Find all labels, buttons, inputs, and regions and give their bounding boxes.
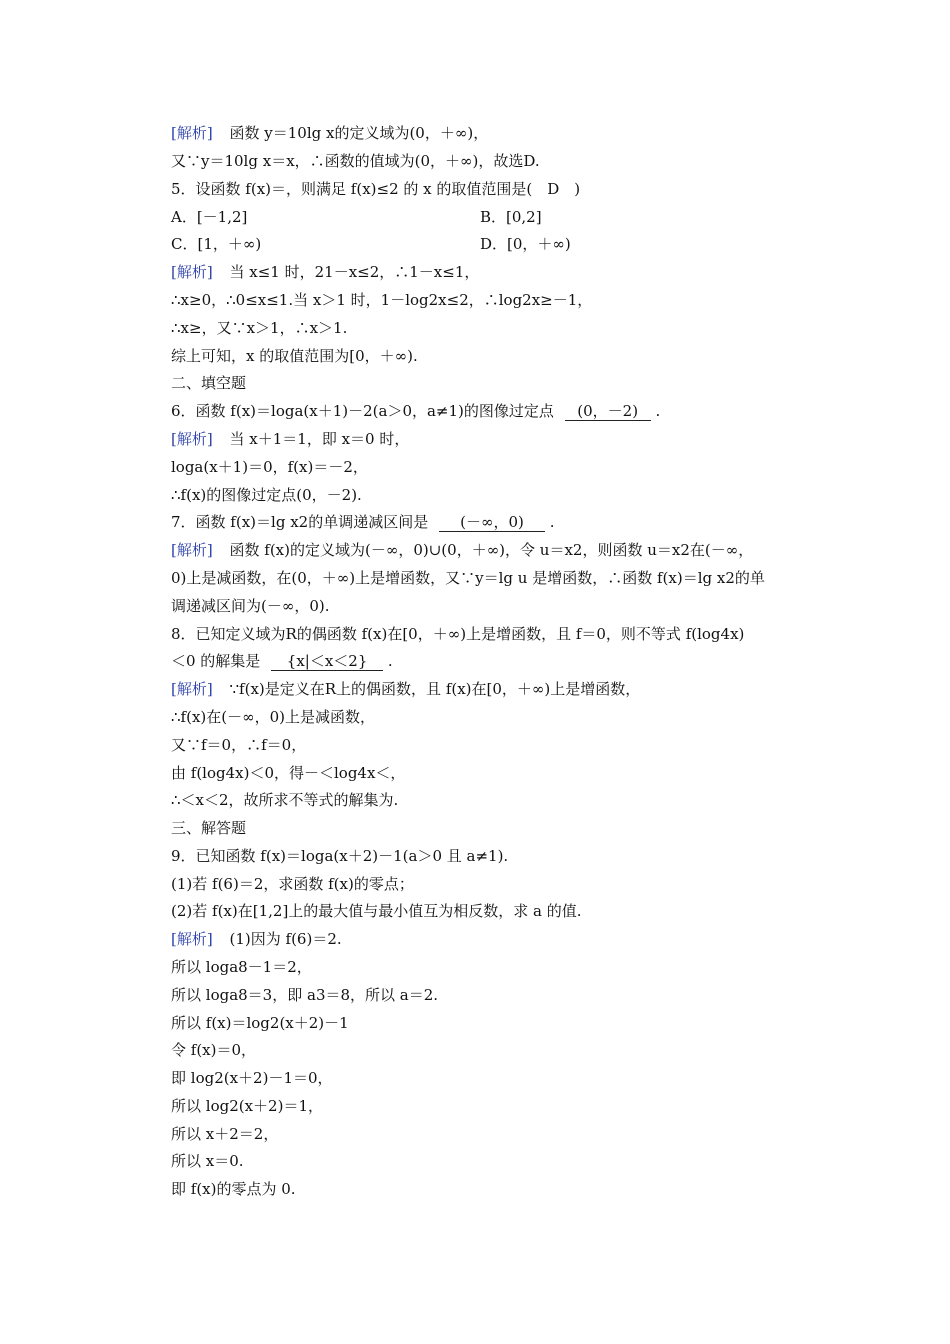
question-7 bbox=[171, 512, 555, 532]
answer-blank: (0，－2) bbox=[565, 403, 651, 421]
text-line: 所以 x＋2＝2， bbox=[171, 1125, 279, 1143]
solution-line bbox=[171, 929, 342, 949]
line-text: 函数 f(x)的定义域为(－∞，0)∪(0，＋∞)，令 u＝x2，则函数 u＝x2在(－∞， bbox=[229, 541, 754, 559]
question-text: ＜0 的解集是 bbox=[171, 652, 261, 670]
period: . bbox=[655, 402, 661, 420]
question-6 bbox=[171, 401, 660, 421]
solution-tag: [解析] bbox=[171, 930, 213, 948]
text-line: 所以 log2(x＋2)＝1， bbox=[171, 1097, 323, 1115]
text-line: 所以 f(x)＝log2(x＋2)－1 bbox=[171, 1014, 349, 1032]
answer-blank: {x|＜x＜2} bbox=[271, 653, 383, 671]
option-a: A．[－1,2] bbox=[171, 208, 248, 226]
solution-line bbox=[171, 429, 409, 449]
section-heading: 二、填空题 bbox=[171, 374, 247, 392]
question-text: 6．函数 f(x)＝loga(x＋1)－2(a＞0，a≠1)的图像过定点 bbox=[171, 402, 554, 420]
text-line: 即 f(x)的零点为 0. bbox=[171, 1180, 296, 1198]
section-heading: 三、解答题 bbox=[171, 819, 247, 837]
text-line: 又∵y＝10lg x＝x，∴函数的值域为(0，＋∞)，故选D. bbox=[171, 152, 540, 170]
line-text: 函数 y＝10lg x的定义域为(0，＋∞)， bbox=[229, 124, 489, 142]
solution-tag: [解析] bbox=[171, 680, 213, 698]
solution-line bbox=[171, 679, 640, 699]
text-line: 调递减区间为(－∞，0). bbox=[171, 597, 330, 615]
text-line: ∴＜x＜2，故所求不等式的解集为. bbox=[171, 791, 399, 809]
text-line: ∴x≥，又∵x＞1，∴x＞1. bbox=[171, 319, 348, 337]
option-c: C．[1，＋∞) bbox=[171, 235, 262, 253]
text-line: 所以 loga8＝3，即 a3＝8，所以 a＝2. bbox=[171, 986, 439, 1004]
text-line: 令 f(x)＝0， bbox=[171, 1041, 257, 1059]
text-line: 又∵f＝0，∴f＝0， bbox=[171, 736, 307, 754]
text-line: ∴f(x)在(－∞，0)上是减函数， bbox=[171, 708, 376, 726]
question-9: 9．已知函数 f(x)＝loga(x＋2)－1(a＞0 且 a≠1). bbox=[171, 847, 509, 865]
question-9-part-1: (1)若 f(6)＝2，求函数 f(x)的零点； bbox=[171, 875, 414, 893]
solution-line bbox=[171, 123, 488, 143]
solution-tag: [解析] bbox=[171, 263, 213, 281]
option-d: D．[0，＋∞) bbox=[480, 235, 571, 253]
text-line: ∴f(x)的图像过定点(0，－2). bbox=[171, 486, 362, 504]
answer-blank: (－∞，0) bbox=[439, 514, 545, 532]
solution-tag: [解析] bbox=[171, 430, 213, 448]
line-text: 当 x＋1＝1，即 x＝0 时， bbox=[229, 430, 410, 448]
question-8-cont bbox=[171, 651, 393, 671]
text-line: 0)上是减函数，在(0，＋∞)上是增函数，又∵y＝lg u 是增函数，∴函数 f(x)＝lg x2的单 bbox=[171, 569, 765, 587]
text-line: ∴x≥0，∴0≤x≤1.当 x＞1 时，1－log2x≤2，∴log2x≥－1， bbox=[171, 291, 593, 309]
text-line: 综上可知，x 的取值范围为[0，＋∞). bbox=[171, 347, 418, 365]
question-8: 8．已知定义域为R的偶函数 f(x)在[0，＋∞)上是增函数，且 f＝0，则不等式 f(log4x) bbox=[171, 625, 745, 643]
solution-tag: [解析] bbox=[171, 124, 213, 142]
solution-line bbox=[171, 540, 753, 560]
text-line: 所以 x＝0. bbox=[171, 1152, 244, 1170]
line-text: 当 x≤1 时，21－x≤2，∴1－x≤1， bbox=[229, 263, 480, 281]
line-text: (1)因为 f(6)＝2. bbox=[229, 930, 342, 948]
text-line: 所以 loga8－1＝2， bbox=[171, 958, 312, 976]
text-line: loga(x＋1)＝0，f(x)＝－2， bbox=[171, 458, 368, 476]
period: . bbox=[549, 513, 555, 531]
line-text: ∵f(x)是定义在R上的偶函数，且 f(x)在[0，＋∞)上是增函数， bbox=[229, 680, 641, 698]
question-5: 5．设函数 f(x)＝，则满足 f(x)≤2 的 x 的取值范围是( D ) bbox=[171, 180, 581, 198]
text-line: 即 log2(x＋2)－1＝0， bbox=[171, 1069, 333, 1087]
period: . bbox=[387, 652, 393, 670]
question-9-part-2: (2)若 f(x)在[1,2]上的最大值与最小值互为相反数，求 a 的值. bbox=[171, 902, 582, 920]
option-b: B．[0,2] bbox=[480, 208, 542, 226]
question-text: 7．函数 f(x)＝lg x2的单调递减区间是 bbox=[171, 513, 429, 531]
solution-line bbox=[171, 262, 479, 282]
text-line: 由 f(log4x)＜0，得－＜log4x＜， bbox=[171, 764, 406, 782]
solution-tag: [解析] bbox=[171, 541, 213, 559]
